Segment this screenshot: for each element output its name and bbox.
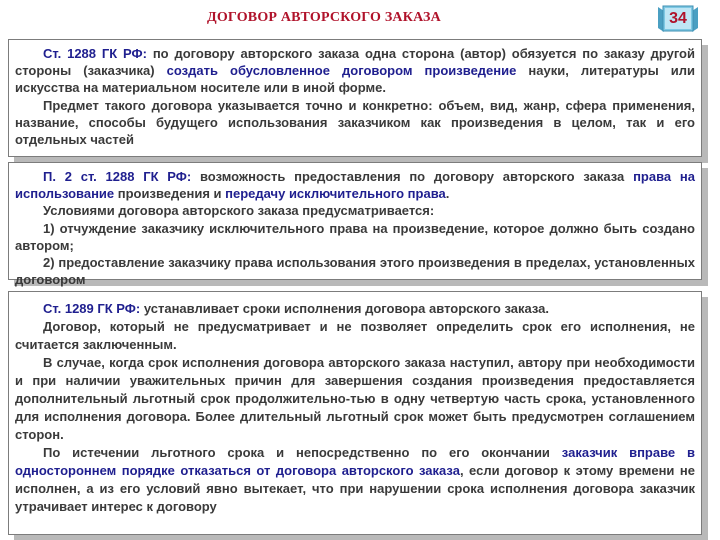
- article-reference: Ст. 1288 ГК РФ:: [43, 46, 147, 61]
- paragraph-text: устанавливает сроки исполнения договора авторского заказа.: [140, 301, 549, 316]
- paragraph-text: По истечении льготного срока и непосредственно по его окончании: [43, 445, 562, 460]
- condition-item-1: 1) отчуждение заказчику исключительного права на произведение, которое должно быть создано автором;: [15, 220, 695, 253]
- grace-period-paragraph: В случае, когда срок исполнения договора авторского заказа наступил, автору при необходимости и при наличии уважительных причин для завершения создания произведения предоставляется дополнительный льготный срок продолжительно-тью в одну четвертую часть срока, установленного для исполнения договора. Более длительный льготный срок может быть предусмотрен соглашением сторон.: [15, 355, 695, 442]
- article-reference: Ст. 1289 ГК РФ:: [43, 301, 141, 316]
- paragraph-text: .: [445, 186, 450, 202]
- article-reference: П. 2 ст. 1288 ГК РФ:: [43, 169, 192, 184]
- paragraph-text: по договору авторского заказа одна сторона (автор) обязуется по заказу другой стороны (заказчика): [15, 46, 695, 79]
- paragraph-text: , если договор к этому времени не исполнен, а из его условий явно вытекает, что при нарушении срока исполнения договора заказчик утрачивает интерес к договору: [15, 463, 695, 514]
- page-number: 34: [669, 10, 687, 27]
- article-1288-p2-box: [8, 162, 702, 288]
- article-1288-p2-paragraph: [15, 168, 695, 202]
- highlighted-text: передачу исключительного права: [225, 186, 446, 202]
- subject-paragraph: Предмет такого договора указывается точно и конкретно: объем, вид, жанр, сфера применения, название, способы будущего использования заказчиком как произведения в целом, так и его отдельных частей: [15, 97, 695, 148]
- article-1288-box: [8, 39, 702, 157]
- condition-item-2: 2) предоставление заказчику права использования этого произведения в пределах, установленных договором: [15, 255, 695, 288]
- highlighted-text: заказчик вправе в одностороннем порядке отказаться от договора авторского заказа: [15, 445, 695, 478]
- page-title: ДОГОВОР АВТОРСКОГО ЗАКАЗА: [207, 10, 441, 25]
- paragraph-text: науки, литературы или искусства на материальном носителе или в иной форме.: [15, 63, 696, 96]
- article-1289-paragraph: [15, 300, 695, 318]
- refusal-paragraph: [15, 444, 695, 516]
- page-number-badge: [658, 5, 698, 32]
- article-1288-paragraph: [15, 45, 695, 97]
- paragraph-text: возможность предоставления по договору авторского заказа: [191, 169, 634, 184]
- paragraph-text: произведения и: [114, 186, 226, 202]
- highlighted-text: права на использование: [15, 169, 695, 202]
- term-paragraph: Договор, который не предусматривает и не позволяет определить срок его исполнения, не считается заключенным.: [15, 319, 695, 352]
- conditions-paragraph: Условиями договора авторского заказа предусматривается:: [43, 203, 435, 219]
- highlighted-text: создать обусловленное договором произведение: [166, 63, 517, 79]
- article-1289-box: [8, 291, 702, 535]
